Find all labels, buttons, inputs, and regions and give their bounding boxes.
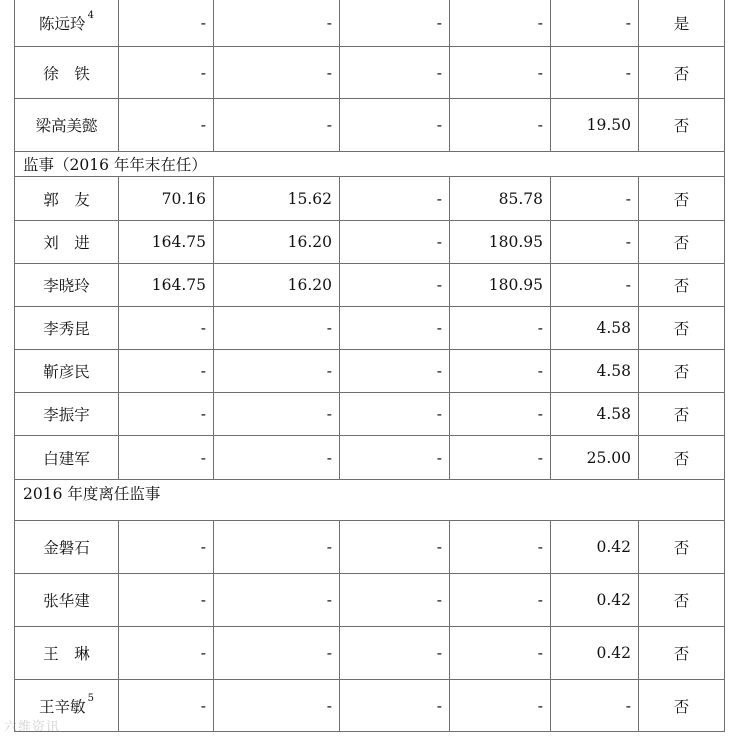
value-cell: - — [551, 264, 639, 307]
value-cell: - — [340, 680, 450, 732]
value-cell: - — [450, 350, 551, 393]
value-cell: 25.00 — [551, 436, 639, 480]
value-cell: - — [119, 627, 214, 680]
flag-cell: 是 — [639, 0, 725, 47]
flag-cell: 否 — [639, 47, 725, 99]
flag-cell: 否 — [639, 393, 725, 436]
value-cell: 4.58 — [551, 393, 639, 436]
table-row — [15, 177, 725, 221]
value-cell: - — [450, 680, 551, 732]
flag-cell: 否 — [639, 99, 725, 152]
value-cell: - — [450, 99, 551, 152]
value-cell: - — [340, 350, 450, 393]
value-cell: - — [340, 436, 450, 480]
value-cell: - — [119, 521, 214, 574]
person-name: 张华建 — [43, 592, 90, 610]
person-name: 金磐石 — [43, 539, 90, 557]
value-cell: 4.58 — [551, 307, 639, 350]
table-row — [15, 521, 725, 574]
value-cell: - — [214, 0, 340, 47]
flag-cell: 否 — [639, 307, 725, 350]
table-row — [15, 574, 725, 627]
table-row — [15, 680, 725, 732]
value-cell: 0.42 — [551, 574, 639, 627]
name-cell — [15, 307, 119, 350]
person-name: 白建军 — [43, 449, 90, 468]
value-cell: - — [119, 436, 214, 480]
value-cell: - — [450, 0, 551, 47]
table-row — [15, 47, 725, 99]
name-cell — [15, 177, 119, 221]
person-name: 陈远玲 — [39, 14, 86, 33]
person-name: 李振宇 — [43, 406, 90, 424]
value-cell: - — [214, 350, 340, 393]
value-cell: 180.95 — [450, 221, 551, 264]
value-cell: 164.75 — [119, 264, 214, 307]
flag-cell: 否 — [639, 627, 725, 680]
flag-cell: 否 — [639, 680, 725, 732]
person-name: 刘 进 — [43, 234, 90, 252]
table-row — [15, 264, 725, 307]
value-cell: 16.20 — [214, 264, 340, 307]
table-row — [15, 307, 725, 350]
table-row — [15, 221, 725, 264]
table-row — [15, 350, 725, 393]
table-row — [15, 99, 725, 152]
person-name: 李晓玲 — [43, 277, 90, 295]
value-cell: - — [340, 0, 450, 47]
flag-cell: 否 — [639, 436, 725, 480]
section-row — [15, 480, 725, 521]
value-cell: - — [450, 47, 551, 99]
watermark: 六维资讯 — [4, 720, 61, 735]
name-cell — [15, 350, 119, 393]
name-cell — [15, 521, 119, 574]
value-cell: 16.20 — [214, 221, 340, 264]
table-row — [15, 0, 725, 47]
flag-cell: 否 — [639, 521, 725, 574]
person-name: 王辛敏 — [39, 697, 86, 716]
value-cell: - — [340, 574, 450, 627]
flag-cell: 否 — [639, 350, 725, 393]
value-cell: - — [214, 521, 340, 574]
value-cell: 19.50 — [551, 99, 639, 152]
name-cell — [15, 99, 119, 152]
value-cell: 180.95 — [450, 264, 551, 307]
value-cell: - — [450, 436, 551, 480]
value-cell: - — [340, 221, 450, 264]
value-cell: - — [551, 680, 639, 732]
section-header: 监事（2016 年年末在任） — [15, 152, 725, 177]
flag-cell: 否 — [639, 264, 725, 307]
value-cell: - — [340, 264, 450, 307]
person-name: 徐 铁 — [43, 64, 90, 83]
flag-cell: 否 — [639, 177, 725, 221]
flag-cell: 否 — [639, 221, 725, 264]
value-cell: - — [450, 574, 551, 627]
flag-cell: 否 — [639, 574, 725, 627]
value-cell: - — [214, 47, 340, 99]
value-cell: - — [340, 393, 450, 436]
value-cell: - — [450, 307, 551, 350]
value-cell: - — [450, 627, 551, 680]
value-cell: - — [551, 0, 639, 47]
value-cell: 70.16 — [119, 177, 214, 221]
footnote-marker: 5 — [87, 692, 94, 704]
value-cell: - — [340, 521, 450, 574]
value-cell: - — [119, 0, 214, 47]
value-cell: - — [551, 221, 639, 264]
value-cell: - — [119, 47, 214, 99]
name-cell — [15, 680, 119, 732]
value-cell: - — [214, 627, 340, 680]
person-name: 梁高美懿 — [35, 117, 98, 135]
value-cell: 164.75 — [119, 221, 214, 264]
value-cell: - — [214, 99, 340, 152]
value-cell: 4.58 — [551, 350, 639, 393]
value-cell: - — [551, 47, 639, 99]
name-cell — [15, 393, 119, 436]
name-cell — [15, 436, 119, 480]
person-name: 李秀昆 — [43, 320, 90, 338]
name-cell — [15, 47, 119, 99]
person-name: 王 琳 — [43, 645, 90, 663]
value-cell: - — [340, 47, 450, 99]
value-cell: - — [340, 177, 450, 221]
section-header: 2016 年度离任监事 — [15, 480, 725, 521]
value-cell: - — [214, 393, 340, 436]
value-cell: - — [214, 574, 340, 627]
table-row — [15, 627, 725, 680]
value-cell: - — [214, 680, 340, 732]
name-cell — [15, 0, 119, 47]
value-cell: - — [450, 393, 551, 436]
name-cell — [15, 221, 119, 264]
value-cell: - — [119, 99, 214, 152]
compensation-table — [14, 0, 725, 732]
value-cell: - — [119, 350, 214, 393]
value-cell: - — [551, 177, 639, 221]
person-name: 靳彦民 — [43, 363, 90, 381]
value-cell: - — [119, 574, 214, 627]
value-cell: - — [119, 680, 214, 732]
name-cell — [15, 574, 119, 627]
value-cell: - — [214, 307, 340, 350]
section-row — [15, 152, 725, 177]
value-cell: 0.42 — [551, 521, 639, 574]
footnote-marker: 4 — [87, 9, 94, 21]
value-cell: - — [340, 627, 450, 680]
value-cell: 15.62 — [214, 177, 340, 221]
value-cell: - — [119, 393, 214, 436]
value-cell: - — [450, 521, 551, 574]
value-cell: - — [340, 307, 450, 350]
person-name: 郭 友 — [43, 190, 90, 209]
value-cell: - — [119, 307, 214, 350]
name-cell — [15, 264, 119, 307]
value-cell: - — [340, 99, 450, 152]
name-cell — [15, 627, 119, 680]
value-cell: - — [214, 436, 340, 480]
table-row — [15, 393, 725, 436]
table-row — [15, 436, 725, 480]
table-body — [15, 0, 725, 732]
value-cell: 0.42 — [551, 627, 639, 680]
value-cell: 85.78 — [450, 177, 551, 221]
